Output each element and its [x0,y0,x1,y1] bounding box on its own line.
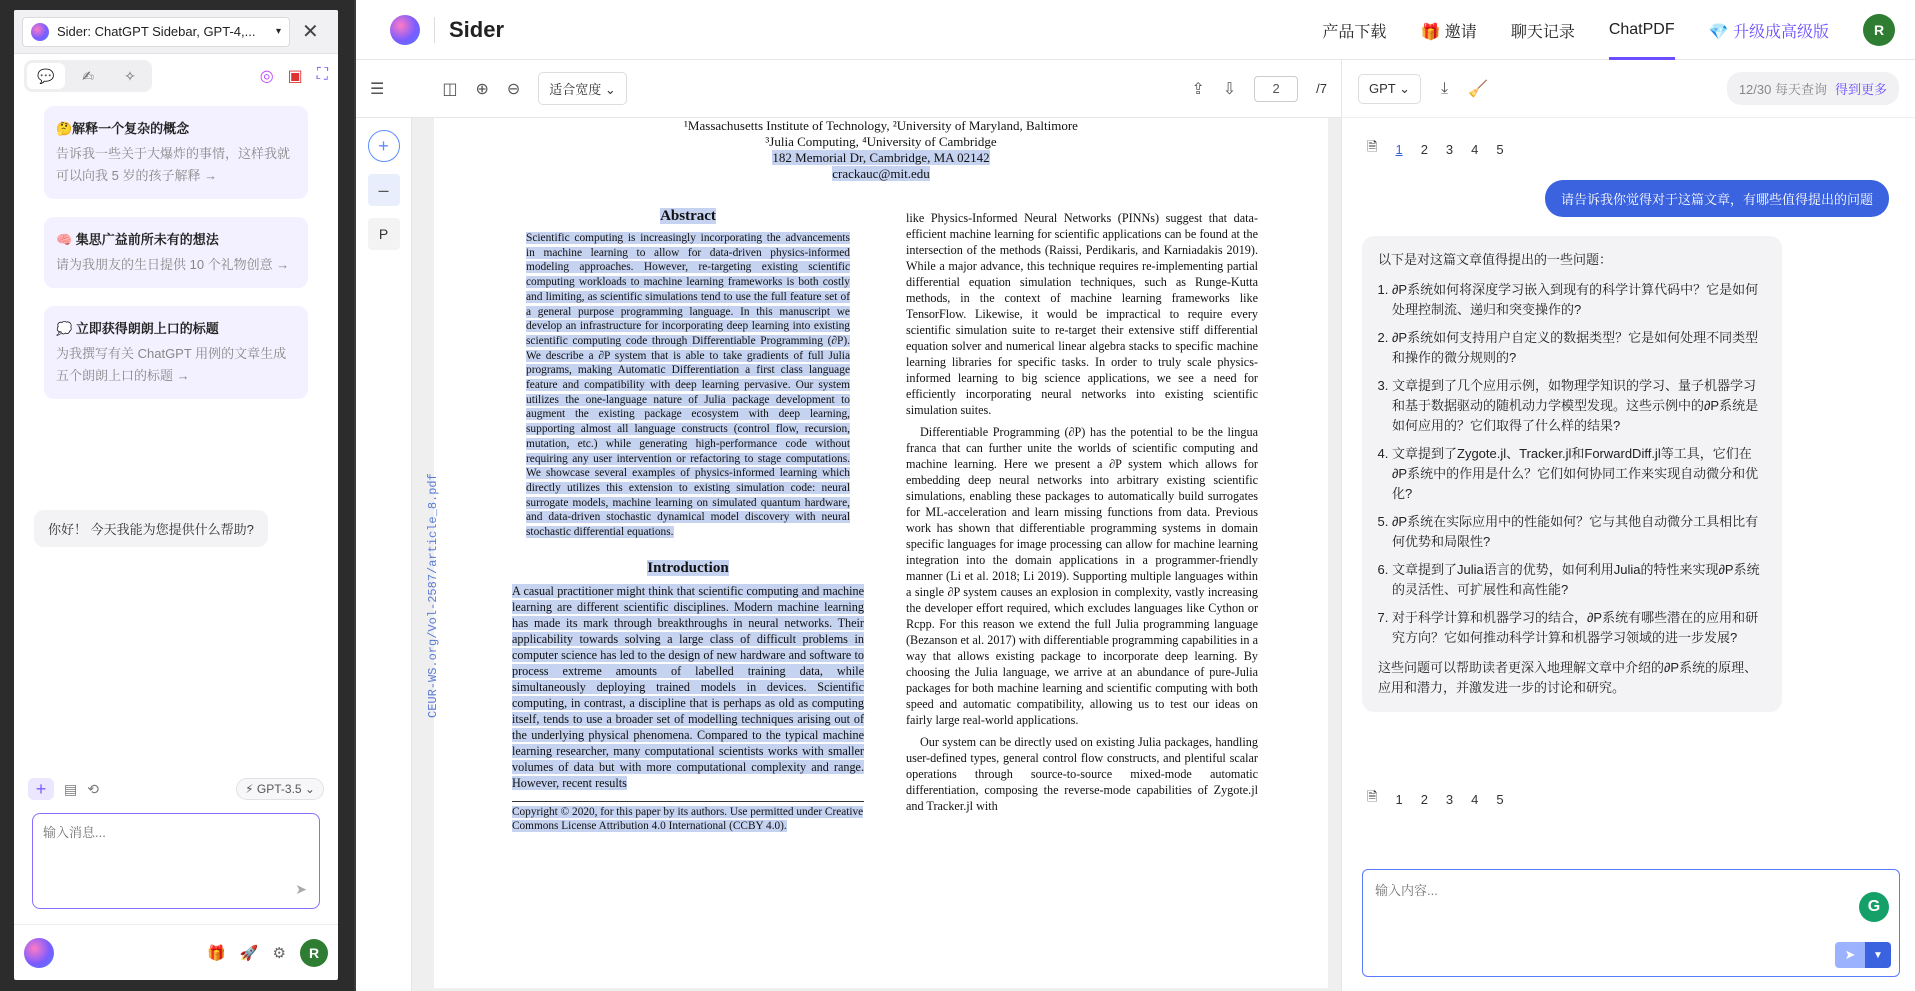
prompt-desc: 请为我朋友的生日提供 10 个礼物创意 → [56,257,290,272]
page-link[interactable]: 5 [1496,141,1504,157]
nav-chatpdf[interactable]: ChatPDF [1609,0,1675,60]
collapse-icon[interactable]: – [368,174,400,206]
copyright: Copyright © 2020, for this paper by its authors. Use permitted under Creative Commons License Attribution 4.0 International (CCBY 4.0). [512,805,864,832]
chevron-down-icon[interactable]: ▼ [1865,942,1891,968]
zoom-select[interactable]: 适合宽度 ⌄ [538,72,627,105]
assistant-message [1362,236,1782,712]
tools-mode-icon[interactable]: ✧ [124,67,136,84]
pdf-toolbar [356,60,1341,118]
page-link[interactable]: 1 [1395,791,1403,807]
model-select[interactable]: GPT ⌄ [1358,74,1421,104]
prompt-card[interactable] [44,217,308,288]
sidebar-footer [14,924,338,980]
add-icon[interactable]: + [368,130,400,162]
prompt-card[interactable] [44,306,308,399]
brand-name: Sider [449,16,505,42]
get-more-link[interactable]: 得到更多 [1834,82,1887,97]
sidebar-header [14,10,338,54]
chat-panel [1341,60,1915,991]
history-icon[interactable]: ⟲ [87,780,99,797]
intro-title: Introduction [647,559,729,576]
sider-logo-icon[interactable] [24,938,54,968]
doc-icon: 🗎 [1367,139,1378,154]
mode-bar [14,54,338,98]
prompt-desc: 告诉我一些关于大爆炸的事情，这样我就可以向我 5 岁的孩子解释 → [56,146,291,183]
nav-invite[interactable]: 🎁 邀请 [1420,23,1477,41]
page-marker[interactable]: P [368,218,400,250]
user-message: 请告诉我你觉得对于这篇文章，有哪些值得提出的问题 [1545,180,1889,217]
paragraph: Differentiable Programming (∂P) has the potential to be the lingua franca that can further unite the worlds of scientific computing and machine learning. Here we present a ∂P system which allows for embedding deep neural networks into arbitrary existing scientific simulations, enabling these packages to automatically build surrogates for ML-acceleration and learn missing functions from data. Previous work has shown that differentiable programming systems in domain specific languages for image processing can allow for machine learning integration into the domain applications in a programmer-friendly manner (Li et al. 2018; Li 2019). Supporting multiple languages within a single ∂P system causes an explosion in complexity, vastly increasing the developer effort required, which excludes languages like Cython or Rcpp. For this reason we extend the full Julia programming language (Bezanson et al. 2017) with differentiable programming capabilities in a way that allows existing package to incorporate deep learning. By choosing the Julia language, we arrive at an abundance of pure-Julia packages for both machine learning and scientific computing with both speed and automatic compatibility, allowing us to test our ideas on fairly large real-world applications. [906,425,1258,727]
page-link[interactable]: 4 [1471,791,1479,807]
page-number-input[interactable]: 2 [1254,76,1298,102]
grammarly-icon[interactable]: G [1859,892,1889,922]
page-link[interactable]: 2 [1420,141,1428,157]
message-input[interactable] [43,825,309,840]
chat-input-box[interactable] [1362,869,1900,977]
page-link[interactable]: 2 [1420,791,1428,807]
prompt-title: 🤔解释一个复杂的概念 [56,121,190,136]
sider-app [356,0,1915,991]
quota-text: 12/30 每天查询 [1738,82,1827,97]
abstract-text: Scientific computing is increasingly incorporating the advancements in machine learning to allow for data-driven physics-informed modeling approaches. However, re-targeting existing scientific computing workloads to machine learning frameworks is both costly and limiting, as scientific simulations tend to use the full feature set of a general purpose programming language. In this manuscript we develop an infrastructure for incorporating deep learning into existing scientific computing code through Differentiable Programming (∂P). We describe a ∂P system that is able to take gradients of full Julia programs, making Automatic Differentiation a first class language feature and compatibility with deep learning pervasive. Our system utilizes the one-language nature of Julia package development to augment the existing package ecosystem with deep learning, supporting almost all language constructs (control flow, recursion, mutation, etc.) while generating high-performance code without requiring any user intervention or refactoring to stage computations. We showcase several examples of physics-informed learning which directly utilizes this extension to existing simulation code: neural surrogate models, machine learning on simulated quantum hardware, and data-driven stochastic dynamical model discovery with neural stochastic differential equations. [526,232,850,539]
right-column [906,210,1258,820]
new-chat-button[interactable]: + [28,778,54,800]
pdf-icon[interactable]: ▣ [287,68,303,85]
download-icon[interactable]: ⇩ [1222,80,1237,98]
prompt-card[interactable] [44,106,308,199]
answer-list [1378,280,1766,648]
chevron-down-icon: ▾ [275,26,281,37]
nav-download[interactable]: 产品下载 [1322,23,1387,41]
paragraph: Our system can be directly used on existing Julia packages, handling user-defined types, general control flow constructs, and plentiful scalar operations through source-to-source mixed-mode automatic differentiation, composing the reverse-mode capabilities of Zygote.jl and Tracker.jl with [906,735,1258,813]
affiliations [434,118,1328,182]
tab-title: Sider: ChatGPT Sidebar, GPT-4,... [57,24,256,39]
sider-sidebar [0,0,354,991]
context-icon[interactable]: ▤ [64,780,78,797]
list-item: 4. 文章提到了Zygote.jl、Tracker.jl和ForwardDiff.jl等工具，它们在∂P系统中的作用是什么？它们如何协同工作来实现自动微分和优化? [1392,444,1766,504]
address: 182 Memorial Dr, Cambridge, MA 02142 [772,150,990,165]
page-link[interactable]: 4 [1471,141,1479,157]
sider-logo-icon [31,23,49,41]
page-link[interactable]: 5 [1496,791,1504,807]
zoom-in-icon[interactable]: ⊕ [475,80,489,98]
quota-badge [1727,72,1899,105]
prompt-desc: 为我撰写有关 ChatGPT 用例的文章生成五个朗朗上口的标题 → [56,346,287,383]
answer-intro: 以下是对这篇文章值得提出的一些问题： [1378,252,1613,267]
sidebar-window [14,10,338,980]
send-button[interactable]: ➤ [1835,942,1865,968]
mode-switch [24,60,152,92]
message-input-box[interactable] [32,813,320,909]
list-item: 7. 对于科学计算和机器学习的结合，∂P系统有哪些潜在的应用和研究方向？它如何推动科学计算和机器学习领域的进一步发展? [1392,608,1766,648]
ai-tool-icon[interactable]: ◎ [259,68,274,85]
paragraph: like Physics-Informed Neural Networks (PINNs) suggest that data-efficient machine learning for scientific applications can be found at the intersection of the methods (Raissi, Perdikaris, and Karniadakis 2019). While a major advance, this technique requires re-implementing partial differential equation simulation techniques, such as Runge-Kutta methods, in the context of machine learning frameworks like TensorFlow. Likewise, it would be impractical to require every scientific simulation suite to re-target their extensive stiff differential equation solver and numerical linear algebra stacks to specific machine learning libraries for specific tasks. In order to truly scale physics-informed learning to big science applications, we see a need for efficiently incorporating neural networks into existing scientific simulation suites. [906,211,1258,417]
pdf-viewer [412,118,1341,991]
close-icon[interactable]: ✕ [302,21,319,43]
prompt-title: 💭 立即获得朗朗上口的标题 [56,321,219,336]
list-item: 2. ∂P系统如何支持用户自定义的数据类型？它是如何处理不同类型和操作的微分规则的? [1392,328,1766,368]
divider [434,17,435,43]
nav-history[interactable]: 聊天记录 [1510,23,1575,41]
page-total: /7 [1316,81,1327,96]
answer-outro: 这些问题可以帮助读者更深入地理解文章中介绍的∂P系统的原理、应用和潜力，并激发进一步的讨论和研究。 [1378,660,1758,695]
chat-controls [28,778,324,800]
abstract-title: Abstract [660,208,716,224]
left-column [512,208,864,833]
list-item: 5. ∂P系统在实际应用中的性能如何？它与其他自动微分工具相比有何优势和局限性? [1392,512,1766,552]
page-link[interactable]: 3 [1445,141,1454,157]
tab-selector[interactable] [22,17,290,47]
brand[interactable] [390,15,504,45]
prompt-title: 🧠 集思广益前所未有的想法 [56,232,219,247]
avatar[interactable]: R [300,939,328,967]
side-url[interactable]: CEUR-WS.org/Vol-2587/article_8.pdf [426,473,440,718]
doc-icon: 🗎 [1367,789,1378,804]
clear-icon[interactable]: 🧹 [1468,80,1488,98]
page-link[interactable]: 3 [1445,791,1454,807]
upload-icon[interactable]: ⇪ [1191,80,1205,98]
chat-mode-icon[interactable]: 💬 [27,63,65,89]
download-icon[interactable]: ⤓ [1441,79,1449,97]
outline-icon[interactable]: ☰ [370,80,385,98]
top-bar [356,0,1915,60]
gear-icon[interactable]: ⚙ [272,944,286,962]
rocket-icon[interactable]: 🚀 [239,944,259,962]
zoom-out-icon[interactable]: ⊖ [506,80,521,98]
model-selector[interactable]: ⚡ GPT-3.5 ⌄ [236,778,324,800]
send-icon[interactable]: ➤ [295,881,307,897]
sider-logo-icon [390,15,420,45]
list-item: 1. ∂P系统如何将深度学习嵌入到现有的科学计算代码中？它是如何处理控制流、递归和突变操作的? [1392,280,1766,320]
pdf-page [426,118,1328,988]
affiliation-line: ³Julia Computing, ⁴University of Cambridge [765,134,997,149]
source-pages [1367,788,1504,810]
list-item: 6. 文章提到了Julia语言的优势，如何利用Julia的特性来实现∂P系统的灵活性、可扩展性和高性能? [1392,560,1766,600]
avatar[interactable]: R [1863,14,1895,46]
nav-upgrade[interactable]: 💎 升级成高级版 [1708,23,1829,41]
list-item: 3. 文章提到了几个应用示例，如物理学知识的学习、量子机器学习和基于数据驱动的随机动力学模型发现。这些示例中的∂P系统是如何应用的？它们取得了什么样的结果? [1392,376,1766,436]
source-pages [1367,138,1504,160]
affiliation-line: ¹Massachusetts Institute of Technology, ²University of Maryland, Baltimore [684,118,1078,133]
sidebar-toggle-icon[interactable]: ◫ [442,80,458,98]
email: crackauc@mit.edu [832,166,930,181]
page-link[interactable]: 1 [1395,141,1403,157]
greeting-message: 你好！ 今天我能为您提供什么帮助? [34,510,268,547]
intro-text: A casual practitioner might think that scientific computing and machine learning are different scientific disciplines. Modern machine learning has made its mark through breakthroughs in neural networks. Their applicability towards solving a large class of difficult problems in computer science has led to the design of new hardware and software to process extreme amounts of labelled training data, while simultaneously deploying trained models in devices. Scientific computing, in contrast, a discipline that is perhaps as old as computing itself, tends to use a broader set of modelling techniques arising out of the underlying physical phenomena. Compared to the typical machine learning researcher, many computational scientists works with smaller volumes of data but with more computational complexity and range. However, recent results [512,583,864,790]
chat-input[interactable] [1375,883,1887,898]
top-nav [1322,0,1895,60]
write-mode-icon[interactable]: ✍ [82,67,94,84]
gift-icon[interactable]: 🎁 [207,944,226,962]
chat-toolbar [1342,60,1915,118]
pdf-tool-strip [356,118,412,991]
screenshot-icon[interactable]: ⛶ [316,66,328,83]
